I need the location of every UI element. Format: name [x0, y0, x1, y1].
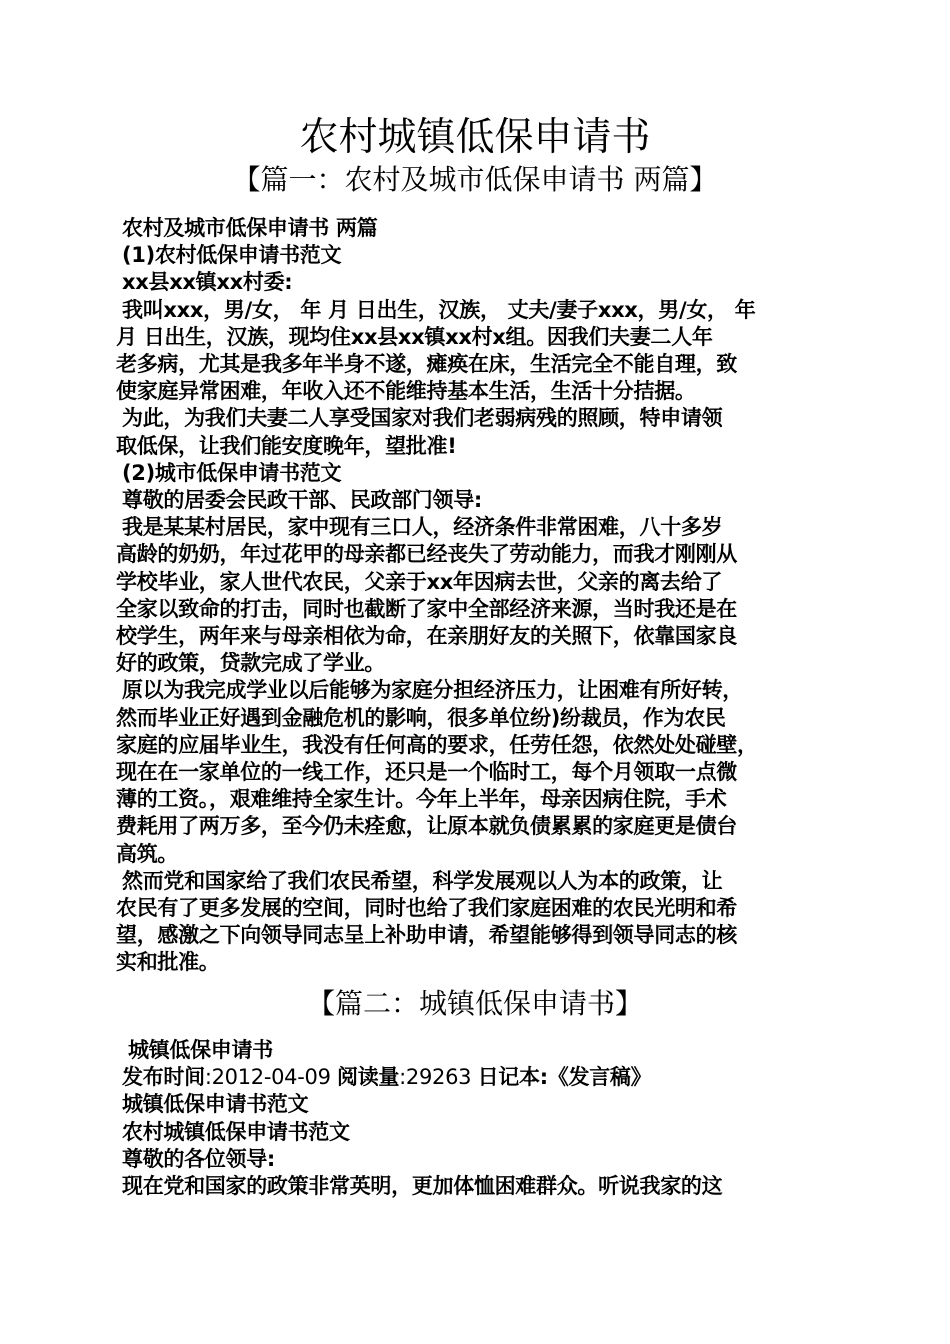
- notebook-value: :《发言稿》: [539, 1065, 652, 1090]
- body-line: 校学生，两年来与母亲相依为命，在亲朋好友的关照下，依靠国家良: [116, 624, 737, 649]
- body-line: (1)农村低保申请书范文: [122, 243, 342, 268]
- body-line: 然而党和国家给了我们农民希望，科学发展观以人为本的政策，让: [122, 868, 723, 893]
- article-meta-line: [116, 1064, 841, 1091]
- body-line: 薄的工资。，艰难维持全家生计。今年上半年，母亲因病住院，手术: [116, 787, 727, 812]
- body-line: 全家以致命的打击，同时也截断了家中全部经济来源，当时我还是在: [116, 596, 737, 621]
- body-line: 尊敬的各位领导:: [122, 1146, 275, 1171]
- notebook-label: 日记本: [477, 1065, 540, 1090]
- body-line: 原以为我完成学业以后能够为家庭分担经济压力，让困难有所好转，: [122, 678, 743, 703]
- body-line: 农民有了更多发展的空间，同时也给了我们家庭困难的农民光明和希: [116, 896, 737, 921]
- section-2-body: [116, 1037, 841, 1200]
- body-line: 好的政策，贷款完成了学业。: [116, 651, 386, 676]
- body-line: xx县xx镇xx村委:: [122, 270, 293, 295]
- section-1-body: [116, 215, 841, 977]
- body-line: 现在在一家单位的一线工作，还只是一个临时工，每个月领取一点微: [116, 760, 737, 785]
- document-title: 农村城镇低保申请书: [299, 115, 651, 160]
- section-2-heading: 【篇二：城镇低保申请书】: [306, 987, 643, 1020]
- body-line: 取低保，让我们能安度晚年，望批准!: [116, 433, 457, 458]
- read-count-value: :29263: [399, 1065, 478, 1090]
- body-line: 学校毕业，家人世代农民，父亲于xx年因病去世，父亲的离去给了: [116, 569, 723, 594]
- body-line: 然而毕业正好遇到金融危机的影响，很多单位纷)纷裁员，作为农民: [116, 705, 726, 730]
- body-line: 月 日出生，汉族，现均住xx县xx镇xx村x组。因我们夫妻二人年: [116, 324, 713, 349]
- body-line: 为此，为我们夫妻二人享受国家对我们老弱病残的照顾，特申请领: [122, 406, 723, 431]
- body-line: 实和批准。: [116, 950, 220, 975]
- section-1-heading: 【篇一：农村及城市低保申请书 两篇】: [232, 163, 718, 196]
- body-line: 费耗用了两万多，至今仍未痊愈，让原本就负债累累的家庭更是债台: [116, 814, 737, 839]
- body-line: 望，感激之下向领导同志呈上补助申请，希望能够得到领导同志的核: [116, 923, 737, 948]
- body-line: 使家庭异常困难，年收入还不能维持基本生活，生活十分拮据。: [116, 379, 696, 404]
- publish-time-value: :2012-04-09: [204, 1065, 338, 1090]
- body-line: 老多病，尤其是我多年半身不遂，瘫痪在床，生活完全不能自理，致: [116, 352, 737, 377]
- body-line: 高筑。: [116, 841, 179, 866]
- read-count-label: 阅读量: [337, 1065, 400, 1090]
- body-line: 农村及城市低保申请书 两篇: [122, 216, 378, 240]
- body-line: 城镇低保申请书范文: [122, 1092, 309, 1117]
- body-line: 我叫xxx，男/女， 年 月 日出生，汉族， 丈夫/妻子xxx，男/女， 年: [122, 297, 756, 322]
- publish-time-label: 发布时间: [122, 1065, 205, 1090]
- body-line: (2)城市低保申请书范文: [122, 460, 342, 485]
- body-line: 尊敬的居委会民政干部、民政部门领导:: [122, 488, 482, 513]
- body-line: 我是某某村居民，家中现有三口人，经济条件非常困难，八十多岁: [122, 515, 723, 540]
- body-line: 家庭的应届毕业生，我没有任何高的要求，任劳任怨，依然处处碰壁，: [116, 732, 758, 757]
- body-line: 高龄的奶奶，年过花甲的母亲都已经丧失了劳动能力，而我才刚刚从: [116, 542, 737, 567]
- article-title-line: 城镇低保申请书: [128, 1038, 273, 1062]
- body-line: 农村城镇低保申请书范文: [122, 1119, 350, 1144]
- body-line: 现在党和国家的政策非常英明，更加体恤困难群众。听说我家的这: [122, 1174, 723, 1199]
